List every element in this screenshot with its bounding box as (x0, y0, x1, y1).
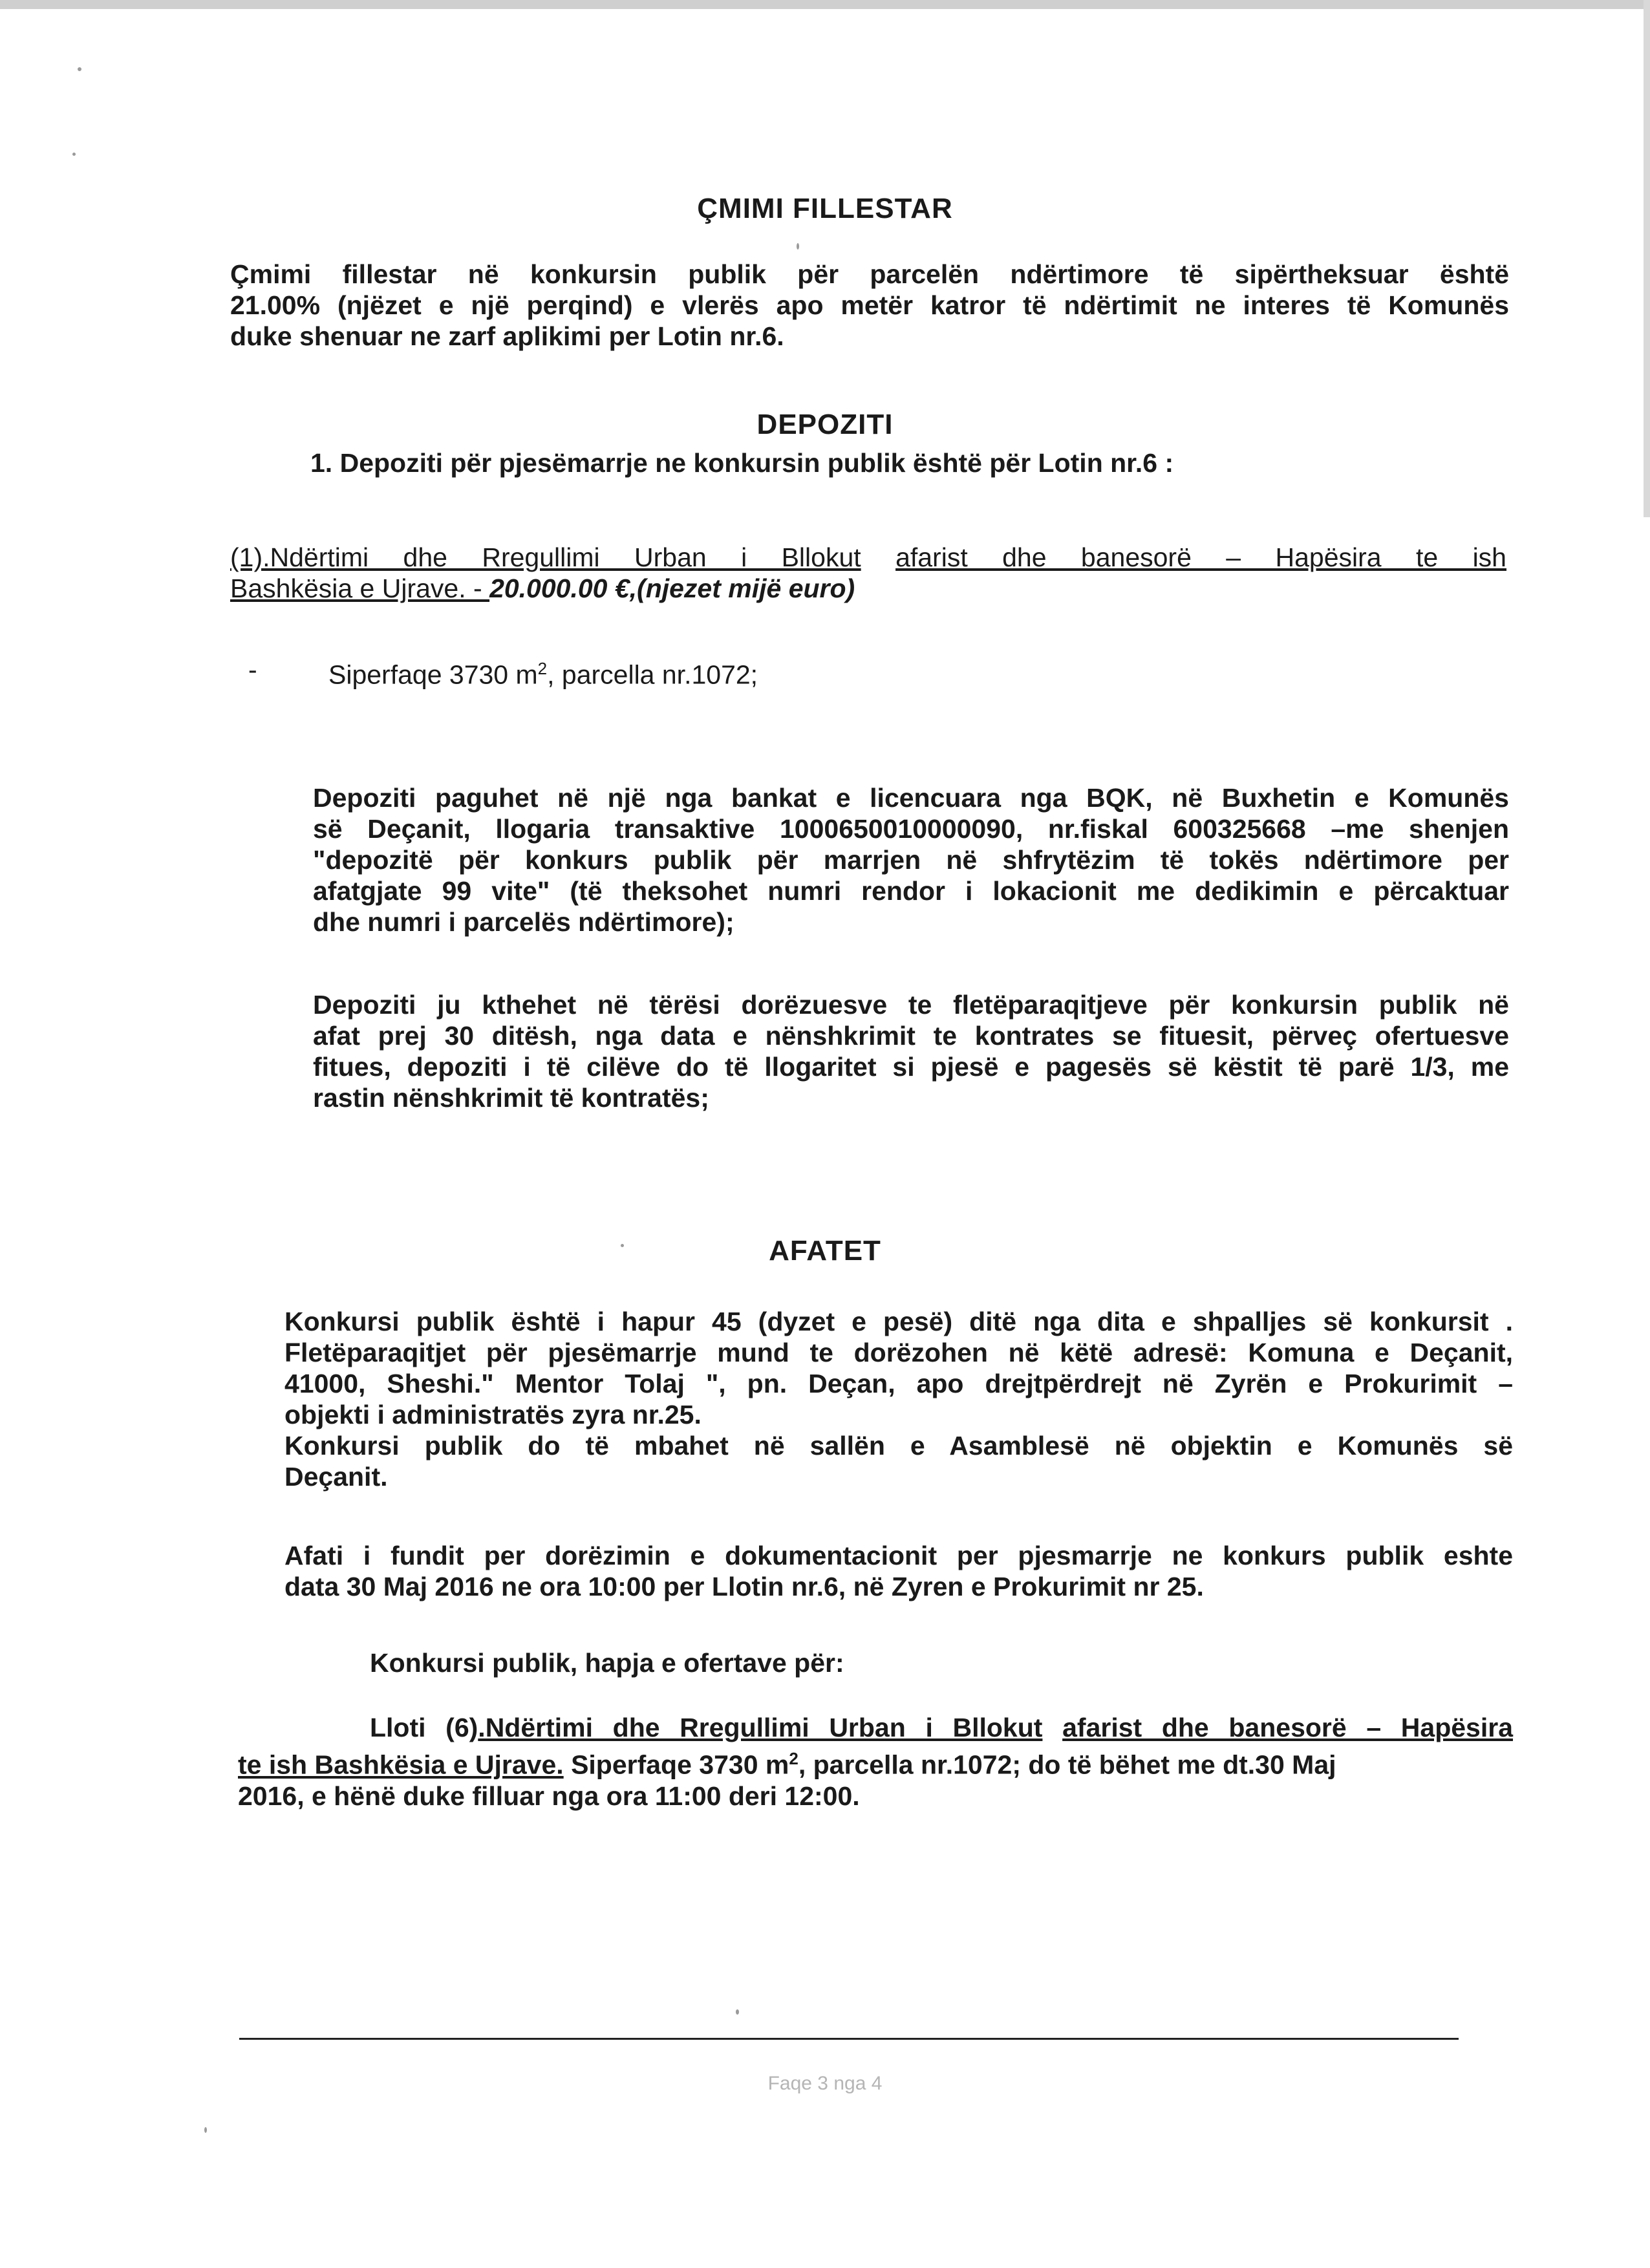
area-line (328, 653, 758, 690)
payment-line: Depoziti paguhet në një nga bankat e licencuara nga BQK, në Buxhetin e Komunës (313, 783, 1509, 813)
payment-paragraph (313, 782, 1509, 937)
section-title-afatet: AFATET (769, 1235, 881, 1267)
depoziti-lot-description (230, 542, 1506, 604)
area-superscript: 2 (537, 659, 548, 678)
scan-speck (204, 2127, 207, 2133)
area-rest: , parcella nr.1072; (547, 659, 758, 690)
payment-line: "depozitë për konkurs publik për marrjen në shfrytëzim të tokës ndërtimore per (313, 845, 1509, 875)
lot-opening-date: 2016, e hënë duke filluar nga ora 11:00 deri 12:00. (238, 1781, 860, 1811)
lot-name-end: Bashkësia e Ujrave. - (230, 573, 490, 603)
cmimi-line: Çmimi fillestar në konkursin publik për parcelën ndërtimore të sipërtheksuar është (230, 259, 1509, 289)
afatet-line: Deçanit. (284, 1462, 388, 1492)
refund-line: rastin nënshkrimit të kontratës; (313, 1083, 709, 1113)
lot-opening-area: Siperfaqe 3730 m (563, 1749, 789, 1780)
cmimi-paragraph (230, 259, 1509, 352)
scan-speck (736, 2009, 739, 2015)
area-dash: - (248, 655, 257, 685)
payment-line: dhe numri i parcelës ndërtimore); (313, 907, 734, 937)
afatet-paragraph (284, 1306, 1513, 1492)
deadline-line: Afati i fundit per dorëzimin e dokumentacionit per pjesmarrje ne konkurs publik eshte (284, 1541, 1513, 1570)
refund-line: afat prej 30 ditësh, nga data e nënshkrimit te kontrates se fituesit, përveç ofertuesve (313, 1021, 1509, 1051)
deadline-line: data 30 Maj 2016 ne ora 10:00 per Llotin nr.6, në Zyren e Prokurimit nr 25. (284, 1572, 1204, 1601)
scan-speck (621, 1244, 624, 1247)
deadline-paragraph (284, 1540, 1513, 1602)
cmimi-line: 21.00% (njëzet e një perqind) e vlerës apo metër katror të ndërtimit ne interes të Komunës (230, 290, 1509, 320)
afatet-line: Konkursi publik do të mbahet në sallën e Asamblesë në objektin e Komunës së (284, 1431, 1513, 1460)
opening-intro: Konkursi publik, hapja e ofertave për: (370, 1648, 844, 1678)
section-title-cmimi: ÇMIMI FILLESTAR (697, 193, 953, 224)
afatet-line: Fletëparaqitjet për pjesëmarrje mund te dorëzohen në këtë adresë: Komuna e Deçanit, (284, 1338, 1513, 1367)
lot-opening-title: .Ndërtimi dhe Rregullimi Urban i Bllokut (478, 1713, 1043, 1742)
afatet-line: Konkursi publik është i hapur 45 (dyzet e pesë) ditë nga dita e shpalljes së konkursit . (284, 1307, 1513, 1336)
page-number: Faqe 3 nga 4 (767, 2073, 883, 2094)
lot-desc: afarist dhe banesorë – Hapësira te ish (895, 542, 1506, 572)
lot-opening-superscript: 2 (789, 1749, 798, 1768)
area-text: Siperfaqe 3730 m (328, 659, 538, 690)
refund-line: fitues, depoziti i të cilëve do të llogaritet si pjesë e pagesës së këstit të parë 1/3, me (313, 1052, 1509, 1082)
refund-paragraph (313, 989, 1509, 1113)
afatet-line: objekti i administratës zyra nr.25. (284, 1400, 702, 1429)
scan-edge-top (0, 0, 1650, 9)
cmimi-line: duke shenuar ne zarf aplikimi per Lotin nr.6. (230, 321, 784, 351)
afatet-line: 41000, Sheshi." Mentor Tolaj ", pn. Deçan, apo drejtpërdrejt në Zyrën e Prokurimit – (284, 1369, 1513, 1398)
refund-line: Depoziti ju kthehet në tërësi dorëzuesve te fletëparaqitjeve për konkursin publik në (313, 990, 1509, 1020)
payment-line: afatgjate 99 vite" (të theksohet numri rendor i lokacionit me dedikimin e përcaktuar (313, 876, 1509, 906)
lot-opening-area-rest: , parcella nr.1072; do të bëhet me dt.30 Maj (798, 1749, 1336, 1780)
payment-line: së Deçanit, llogaria transaktive 1000650010000090, nr.fiskal 600325668 –me shenjen (313, 814, 1509, 844)
section-title-depoziti: DEPOZITI (756, 409, 894, 440)
lot-intro: Lloti (6) (370, 1713, 478, 1742)
lot-opening-paragraph (238, 1712, 1513, 1812)
scan-speck (797, 243, 799, 250)
scan-speck (72, 153, 76, 156)
lot-title: (1).Ndërtimi dhe Rregullimi Urban i Bllokut (230, 542, 861, 572)
lot-opening-name-end: te ish Bashkësia e Ujrave. (238, 1749, 564, 1780)
depoziti-item-1: 1. Depoziti për pjesëmarrje ne konkursin publik është për Lotin nr.6 : (310, 448, 1174, 478)
lot-opening-desc: afarist dhe banesorë – Hapësira (1062, 1713, 1513, 1742)
footer-rule (239, 2038, 1459, 2040)
scan-speck (78, 67, 81, 71)
deposit-amount: 20.000.00 €,(njezet mijë euro) (489, 573, 855, 603)
